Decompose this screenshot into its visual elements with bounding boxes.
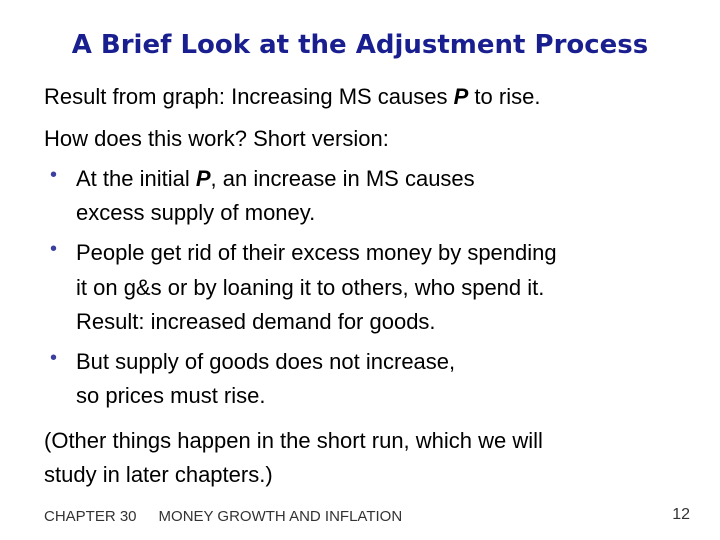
bullet-dot-icon: • (50, 164, 58, 186)
bullet-1-line-1 (76, 166, 475, 192)
page-number: 12 (672, 506, 690, 523)
bullet-2-line-1: People get rid of their excess money by spending (76, 240, 557, 265)
result-text-before: Result from graph: Increasing MS causes (44, 84, 454, 109)
bullet-3-line-2: so prices must rise. (76, 383, 266, 408)
footer-chapter-title: MONEY GROWTH AND INFLATION (158, 508, 403, 525)
bullet-2-line-2: it on g&s or by loaning it to others, who spend it. (76, 275, 545, 300)
note-line-2: study in later chapters.) (44, 462, 273, 487)
price-level-symbol: P (453, 84, 469, 109)
bullet-dot-icon: • (50, 238, 58, 260)
footer (44, 508, 402, 525)
result-text-after: to rise. (468, 84, 541, 109)
question-line: How does this work? Short version: (44, 126, 389, 151)
note-line-1: (Other things happen in the short run, which we will (44, 428, 543, 453)
bullet-1-text-after: , an increase in MS causes (210, 166, 475, 191)
bullet-dot-icon: • (50, 347, 58, 369)
bullet-1-line-2: excess supply of money. (76, 200, 316, 225)
slide-title: A Brief Look at the Adjustment Process (71, 30, 649, 60)
bullet-3-line-1: But supply of goods does not increase, (76, 349, 456, 374)
result-line (44, 84, 540, 110)
bullet-2-line-3: Result: increased demand for goods. (76, 309, 436, 334)
footer-chapter: CHAPTER 30 (44, 508, 137, 525)
bullet-1-text-before: At the initial (76, 166, 196, 191)
price-level-symbol: P (195, 166, 211, 191)
